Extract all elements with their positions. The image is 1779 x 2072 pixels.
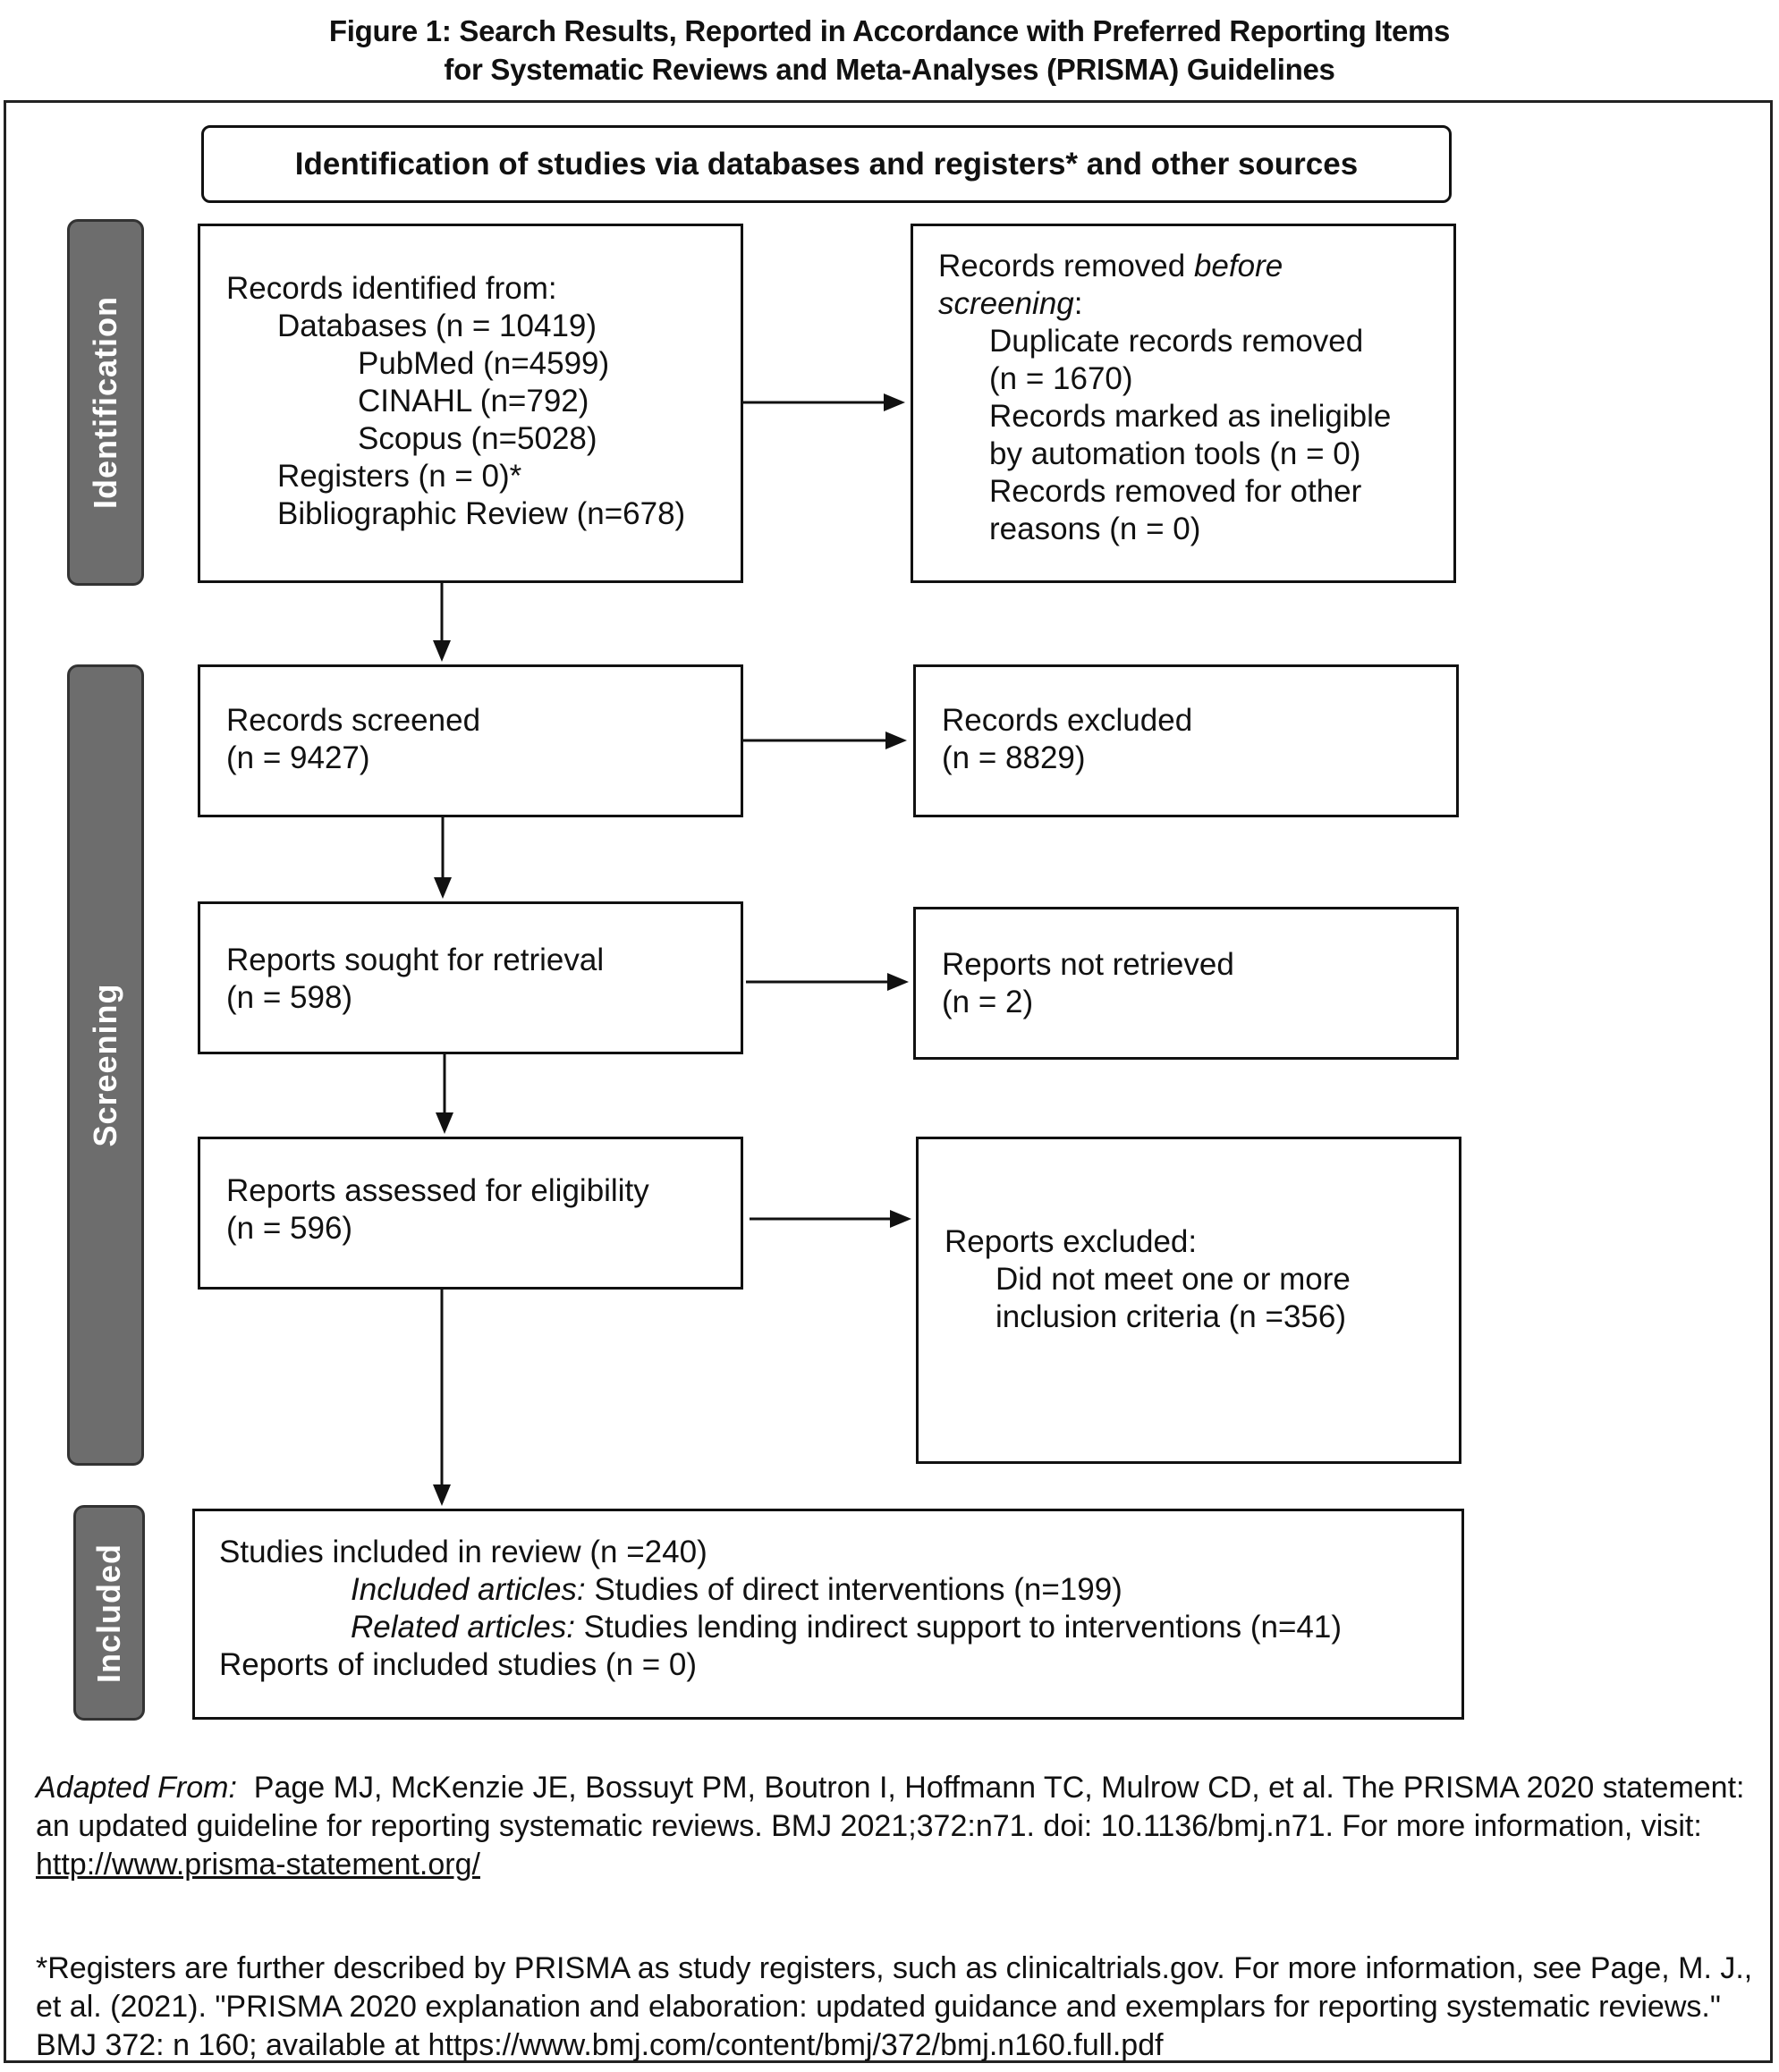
duplicates-removed: Duplicate records removed xyxy=(989,324,1364,359)
databases-count: Databases (n = 10419) xyxy=(277,309,597,343)
included-articles-line: Included articles: Studies of direct interventions (n=199) xyxy=(351,1572,1122,1607)
registers-count: Registers (n = 0)* xyxy=(277,459,522,494)
footnote-adapted-label: Adapted From: xyxy=(36,1771,237,1805)
records-excluded-count: (n = 8829) xyxy=(942,740,1086,775)
figure-title-line-1: Figure 1: Search Results, Reported in Accordance with Preferred Reporting Items xyxy=(328,14,1451,47)
studies-included-count: Studies included in review (n =240) xyxy=(219,1535,707,1569)
reports-assessed-count: (n = 596) xyxy=(226,1211,353,1246)
prisma-statement-link[interactable]: http://www.prisma-statement.org/ xyxy=(36,1848,480,1882)
reports-excluded-label: Reports excluded: xyxy=(945,1224,1198,1259)
arrowhead-screened-to-excluded xyxy=(885,732,907,749)
arrowhead-identified-to-removed xyxy=(884,393,905,411)
duplicates-count: (n = 1670) xyxy=(989,361,1133,396)
pubmed-count: PubMed (n=4599) xyxy=(358,346,610,381)
phase-included-label: Included xyxy=(90,1543,127,1683)
criteria-line: Did not meet one or more xyxy=(995,1262,1351,1297)
arrowhead-assessed-to-included xyxy=(433,1484,451,1506)
arrowhead-screened-to-sought xyxy=(434,877,452,899)
footnote-registers: *Registers are further described by PRISMA as study registers, such as clinicaltrials.gov. For more information, see Page, M. J., et al. (2021). "PRISMA 2020 explanation and elaboration: updated guidance and exemplars for reporting systematic reviews." BMJ 372: n 160; available at https://www.bmj.com/content/bmj/372/bmj.n160.full.pdf xyxy=(36,1951,1753,2062)
records-identified-line: Records identified from: xyxy=(226,271,557,306)
arrowhead-identified-to-screened xyxy=(433,640,451,662)
related-articles-line: Related articles: Studies lending indirect support to interventions (n=41) xyxy=(351,1610,1342,1645)
reports-sought-label: Reports sought for retrieval xyxy=(226,943,605,977)
ineligible-line: Records marked as ineligible xyxy=(989,399,1392,434)
cinahl-count: CINAHL (n=792) xyxy=(358,384,589,419)
records-excluded-label: Records excluded xyxy=(942,703,1193,738)
criteria-count: inclusion criteria (n =356) xyxy=(995,1299,1346,1334)
ineligible-count: by automation tools (n = 0) xyxy=(989,436,1361,471)
diagram-header: Identification of studies via databases and registers* and other sources xyxy=(201,125,1452,203)
scopus-count: Scopus (n=5028) xyxy=(358,421,597,456)
arrowhead-sought-to-not-retrieved xyxy=(887,973,909,991)
phase-screening-label: Screening xyxy=(87,983,123,1147)
records-screened-count: (n = 9427) xyxy=(226,740,370,775)
bibliographic-review-count: Bibliographic Review (n=678) xyxy=(277,496,686,531)
other-reasons-count: reasons (n = 0) xyxy=(989,512,1201,546)
reports-not-retrieved-label: Reports not retrieved xyxy=(942,947,1234,982)
reports-assessed-label: Reports assessed for eligibility xyxy=(226,1173,649,1208)
reports-of-included-studies: Reports of included studies (n = 0) xyxy=(219,1647,698,1682)
figure-title-line-2: for Systematic Reviews and Meta-Analyses (PRISMA) Guidelines xyxy=(444,52,1335,86)
reports-not-retrieved-count: (n = 2) xyxy=(942,985,1034,1019)
phase-identification-label: Identification xyxy=(87,296,123,509)
other-reasons-line: Records removed for other xyxy=(989,474,1362,509)
records-removed-heading: Records removed before xyxy=(938,249,1283,283)
records-removed-heading-2: screening: xyxy=(938,286,1083,321)
footnote-adapted-text: Page MJ, McKenzie JE, Bossuyt PM, Boutron I, Hoffmann TC, Mulrow CD, et al. The PRISMA 2020 statement: an updated guideline for reporting systematic reviews. BMJ 2021;372:n71. doi: 10.1136/bmj.n71. For more information, visit: xyxy=(36,1771,1753,1843)
arrowhead-assessed-to-excluded xyxy=(890,1210,911,1228)
reports-sought-count: (n = 598) xyxy=(226,980,353,1015)
footnote-adapted-from xyxy=(36,1769,1753,1884)
records-screened-label: Records screened xyxy=(226,703,481,738)
arrowhead-sought-to-assessed xyxy=(436,1112,453,1134)
